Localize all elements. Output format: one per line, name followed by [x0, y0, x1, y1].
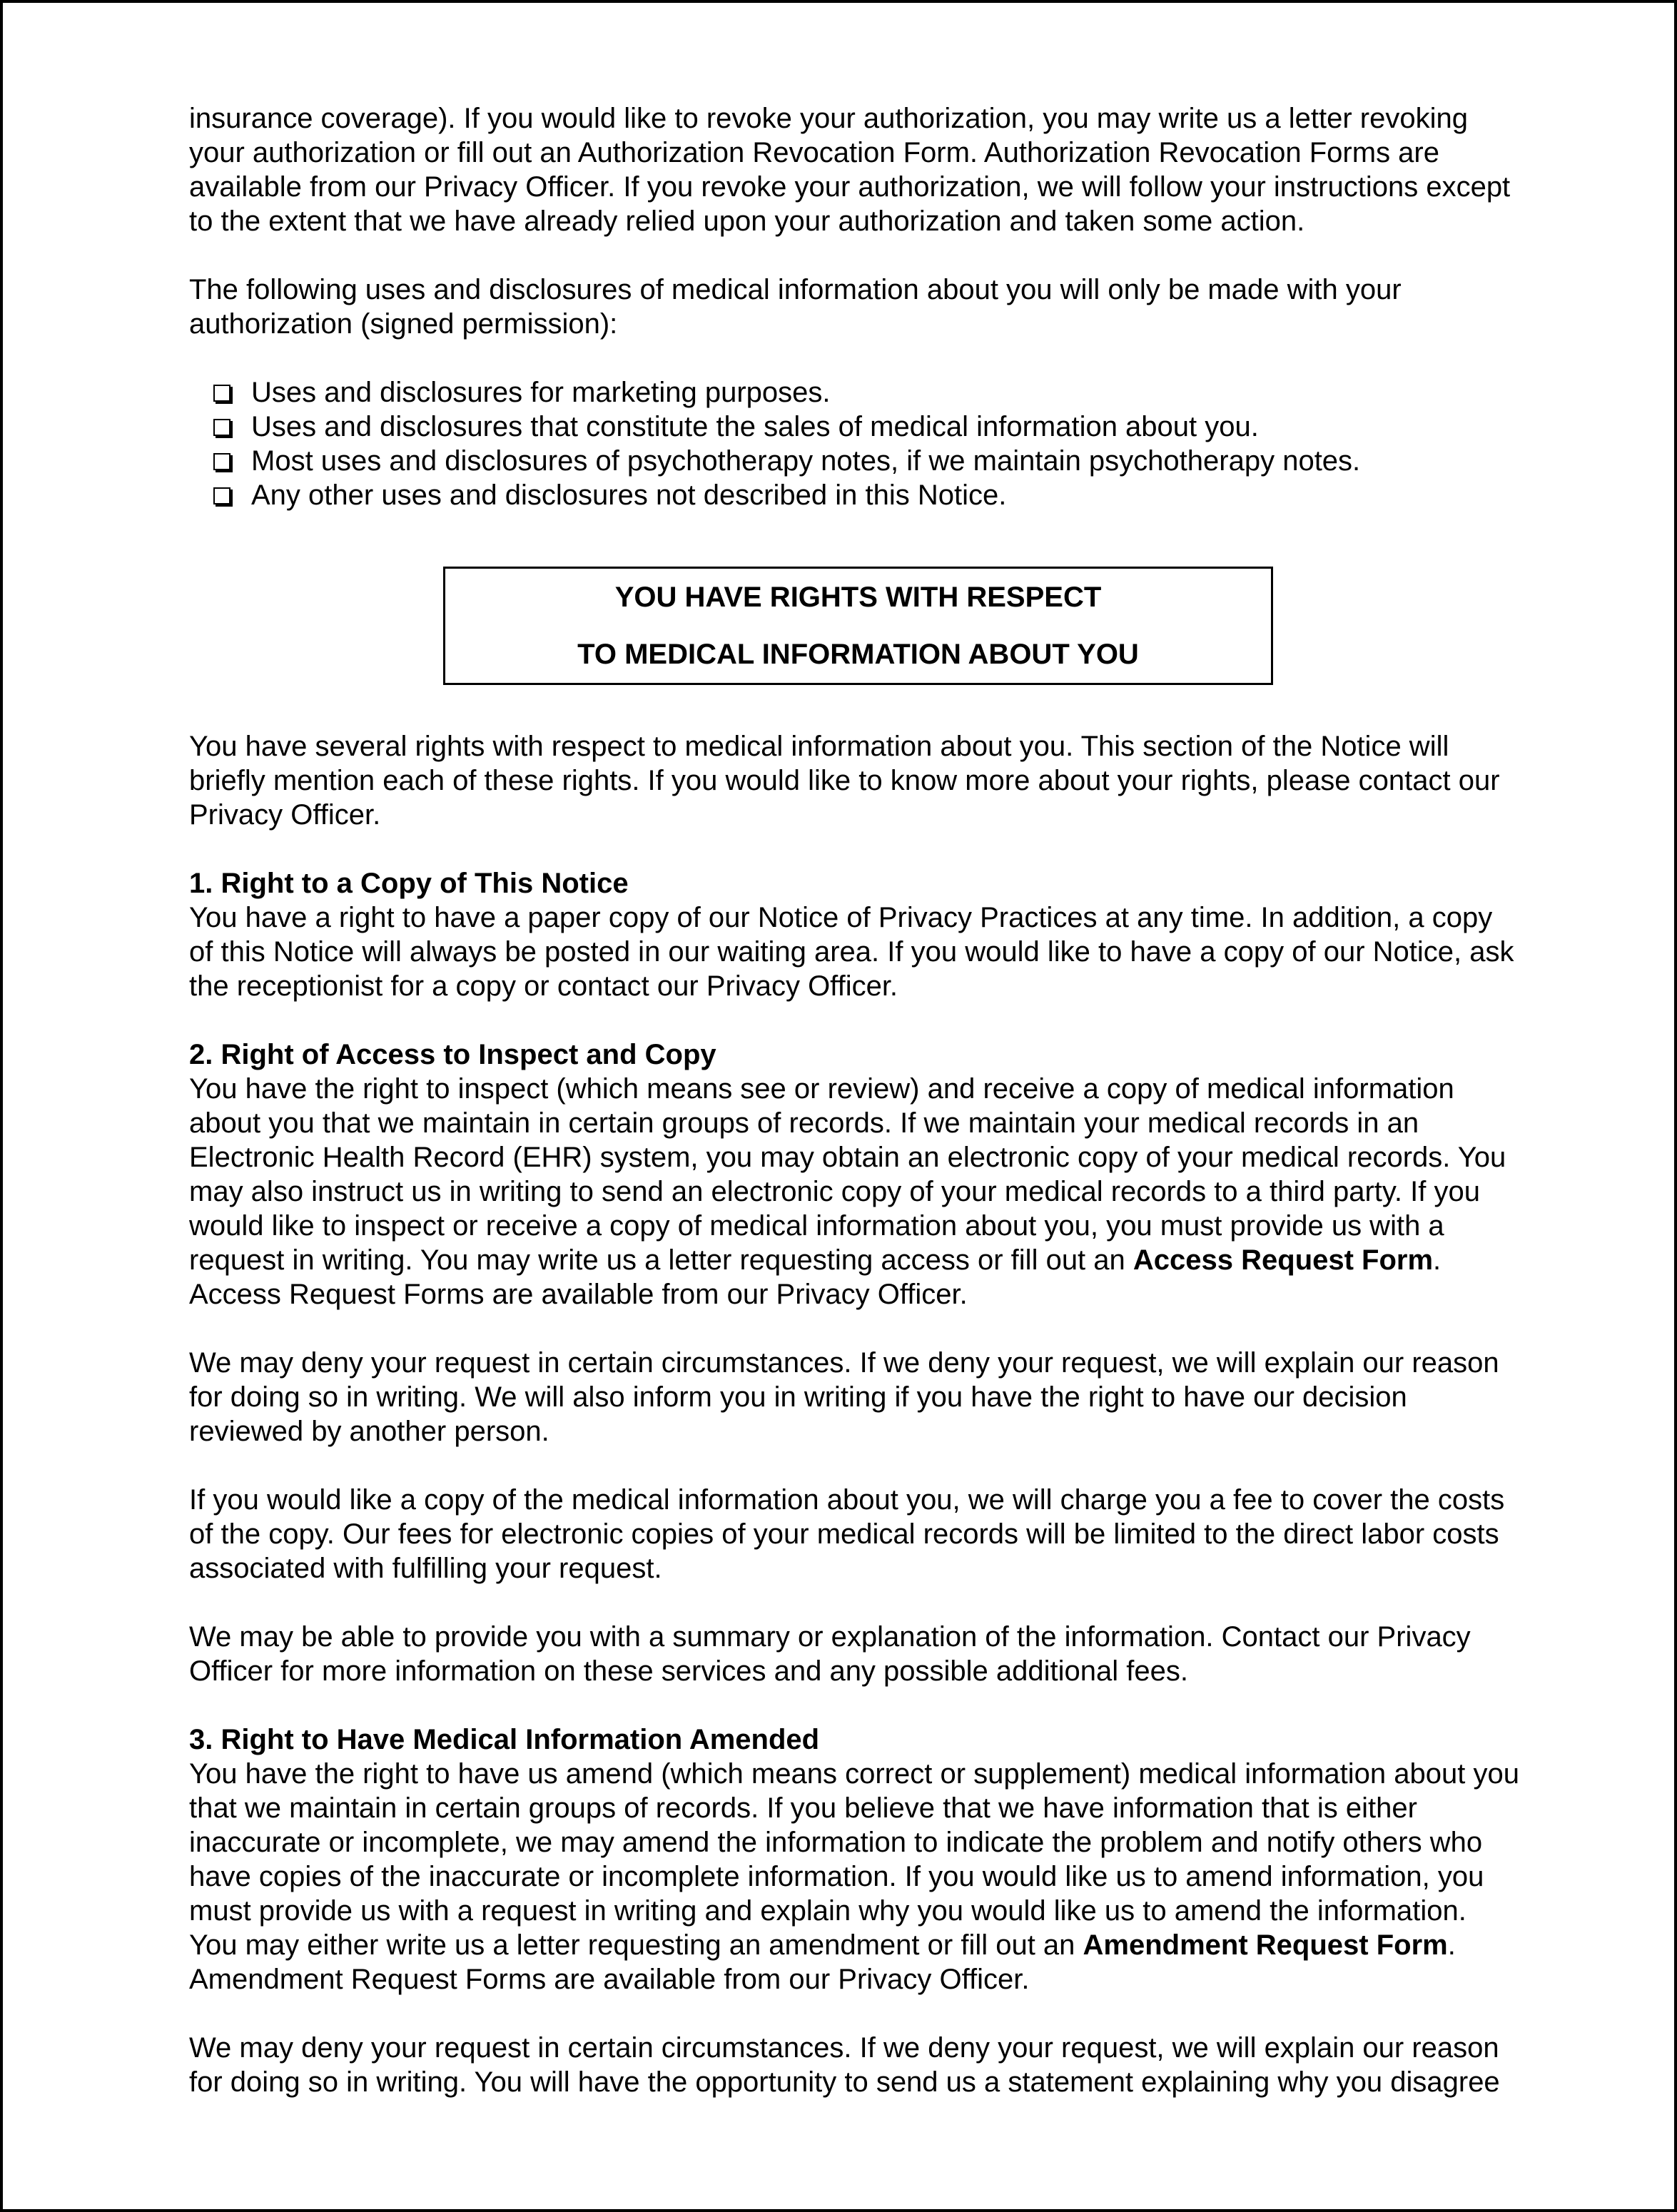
text-line: Officer for more information on these services and any possible additional fees.: [189, 1655, 1188, 1687]
text-line: the receptionist for a copy or contact our Privacy Officer.: [189, 970, 898, 1002]
list-item-text: Most uses and disclosures of psychotherapy notes, if we maintain psychotherapy notes.: [251, 445, 1361, 477]
text-line: The following uses and disclosures of medical information about you will only be made with your: [189, 274, 1402, 305]
section-right-of-access: [189, 1037, 1588, 1688]
text-line: may also instruct us in writing to send an electronic copy of your medical records to a third party. If you: [189, 1176, 1480, 1207]
paragraph-gap: [189, 1449, 1588, 1483]
section-heading: 2. Right of Access to Inspect and Copy: [189, 1039, 716, 1070]
rights-heading-line-2: TO MEDICAL INFORMATION ABOUT YOU: [577, 639, 1139, 670]
paragraph-gap: [189, 1312, 1588, 1346]
paragraph-gap: [189, 1688, 1588, 1723]
text-line: Privacy Officer.: [189, 799, 381, 831]
section-right-to-copy: [189, 866, 1588, 1003]
page-top-content: [189, 101, 1588, 512]
text-line: have copies of the inaccurate or incomplete information. If you would like us to amend information, you: [189, 1861, 1484, 1892]
checkbox-bullet-icon: [213, 453, 230, 470]
text-line: that we maintain in certain groups of records. If you believe that we have information that is either: [189, 1792, 1417, 1824]
text-line: insurance coverage). If you would like to revoke your authorization, you may write us a letter revoking: [189, 103, 1468, 134]
text-line: We may deny your request in certain circumstances. If we deny your request, we will explain our reason: [189, 2032, 1499, 2064]
text-line: [189, 1243, 1588, 1277]
text-line: inaccurate or incomplete, we may amend the information to indicate the problem and notify others who: [189, 1827, 1483, 1858]
text-line: your authorization or fill out an Authorization Revocation Form. Authorization Revocation Forms are: [189, 137, 1439, 168]
list-item-text: Uses and disclosures for marketing purposes.: [251, 377, 831, 408]
text-line: must provide us with a request in writing and explain why you would like us to amend the information.: [189, 1895, 1466, 1927]
text-line: reviewed by another person.: [189, 1416, 549, 1447]
text-line: of the copy. Our fees for electronic copies of your medical records will be limited to the direct labor costs: [189, 1518, 1499, 1550]
checkbox-bullet-icon: [213, 419, 230, 436]
text-line: You have a right to have a paper copy of our Notice of Privacy Practices at any time. In addition, a copy: [189, 902, 1493, 933]
text-line: Electronic Health Record (EHR) system, you may obtain an electronic copy of your medical records. You: [189, 1142, 1506, 1173]
section-right-to-amend: [189, 1723, 1588, 2099]
authorization-list: [213, 375, 1588, 512]
text-line: to the extent that we have already relied upon your authorization and taken some action.: [189, 206, 1305, 237]
rights-heading-box: [443, 567, 1273, 685]
paragraph-gap: [189, 341, 1588, 375]
list-item: [213, 375, 1588, 410]
checkbox-bullet-icon: [213, 487, 230, 504]
text-run: .: [1433, 1244, 1442, 1276]
list-item: [213, 444, 1588, 478]
text-line: for doing so in writing. We will also inform you in writing if you have the right to have our decision: [189, 1381, 1407, 1413]
text-line: [189, 1928, 1588, 1962]
text-line: If you would like a copy of the medical information about you, we will charge you a fee to cover the costs: [189, 1484, 1505, 1516]
list-item: [213, 478, 1588, 512]
rights-content: [189, 729, 1588, 2099]
text-line: We may deny your request in certain circumstances. If we deny your request, we will explain our reason: [189, 1347, 1499, 1379]
text-line: You have the right to inspect (which means see or review) and receive a copy of medical information: [189, 1073, 1454, 1105]
text-line: available from our Privacy Officer. If you revoke your authorization, we will follow your instructions except: [189, 171, 1511, 203]
text-line: We may be able to provide you with a summary or explanation of the information. Contact our Privacy: [189, 1621, 1471, 1653]
text-line: about you that we maintain in certain groups of records. If we maintain your medical records in an: [189, 1107, 1419, 1139]
paragraph-gap: [189, 238, 1588, 273]
text-run: .: [1447, 1929, 1456, 1961]
text-line: of this Notice will always be posted in our waiting area. If you would like to have a copy of our Notice, ask: [189, 936, 1514, 968]
list-item: [213, 410, 1588, 444]
amendment-request-form-term: Amendment Request Form: [1083, 1929, 1448, 1961]
paragraph-gap: [189, 1997, 1588, 2031]
section-heading: 1. Right to a Copy of This Notice: [189, 868, 629, 899]
rights-heading-line-1: YOU HAVE RIGHTS WITH RESPECT: [614, 582, 1102, 613]
paragraph-gap: [189, 1586, 1588, 1620]
text-line: You have several rights with respect to medical information about you. This section of the Notice will: [189, 731, 1449, 762]
text-line: associated with fulfilling your request.: [189, 1553, 662, 1584]
paragraph-gap: [189, 1003, 1588, 1037]
text-run: request in writing. You may write us a letter requesting access or fill out an: [189, 1244, 1133, 1276]
access-request-form-term: Access Request Form: [1133, 1244, 1434, 1276]
text-line: You have the right to have us amend (which means correct or supplement) medical information about you: [189, 1758, 1519, 1790]
text-line: would like to inspect or receive a copy of medical information about you, you must provide us with a: [189, 1210, 1444, 1242]
revocation-paragraph: [189, 101, 1588, 238]
authorization-required-paragraph: [189, 273, 1588, 341]
text-line: authorization (signed permission):: [189, 308, 618, 340]
checkbox-bullet-icon: [213, 385, 230, 402]
rights-intro-paragraph: [189, 729, 1588, 832]
list-item-text: Any other uses and disclosures not described in this Notice.: [251, 480, 1007, 511]
section-heading: 3. Right to Have Medical Information Amended: [189, 1724, 820, 1755]
text-line: Access Request Forms are available from our Privacy Officer.: [189, 1279, 968, 1310]
text-line: briefly mention each of these rights. If you would like to know more about your rights, please contact our: [189, 765, 1500, 796]
list-item-text: Uses and disclosures that constitute the sales of medical information about you.: [251, 411, 1259, 442]
text-run: You may either write us a letter requesting an amendment or fill out an: [189, 1929, 1083, 1961]
paragraph-gap: [189, 832, 1588, 866]
text-line: Amendment Request Forms are available from our Privacy Officer.: [189, 1964, 1030, 1995]
text-line: for doing so in writing. You will have the opportunity to send us a statement explaining why you disagree: [189, 2066, 1500, 2098]
